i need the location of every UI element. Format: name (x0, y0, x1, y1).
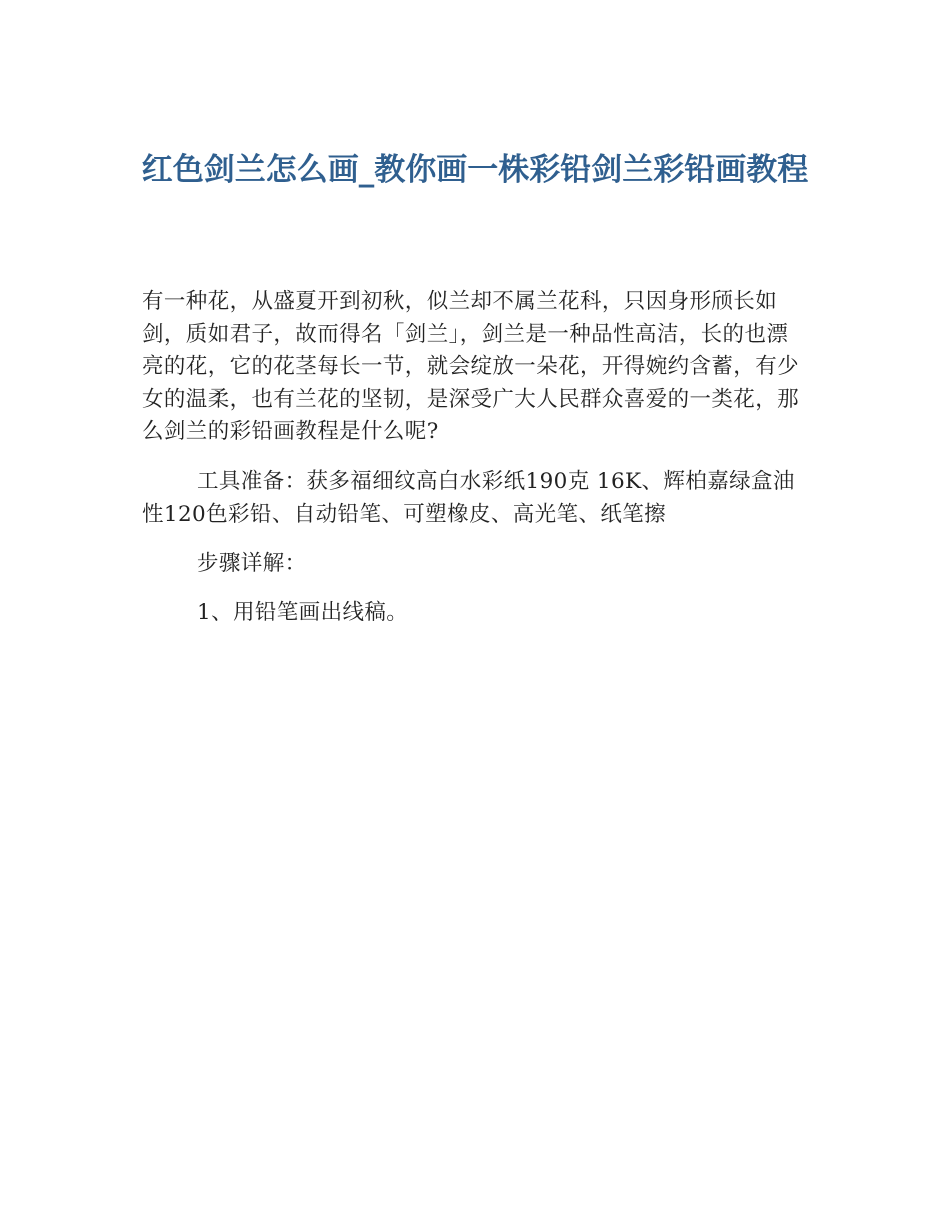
tools-paragraph: 工具准备：获多福细纹高白水彩纸190克 16K、辉柏嘉绿盒油性120色彩铅、自动铅笔、可塑橡皮、高光笔、纸笔擦 (142, 469, 795, 527)
steps-heading: 步骤详解： (197, 551, 307, 576)
document-title: 红色剑兰怎么画_教你画一株彩铅剑兰彩铅画教程 (141, 152, 809, 188)
step-1-paragraph: 1、用铅笔画出线稿。 (197, 600, 409, 625)
intro-paragraph: 有一种花，从盛夏开到初秋，似兰却不属兰花科，只因身形颀长如剑，质如君子，故而得名「剑兰」，剑兰是一种品性高洁，长的也漂亮的花，它的花茎每长一节，就会绽放一朵花，开得婉约含蓄，有少女的温柔，也有兰花的坚韧，是深受广大人民群众喜爱的一类花，那么剑兰的彩铅画教程是什么呢? (142, 289, 800, 444)
